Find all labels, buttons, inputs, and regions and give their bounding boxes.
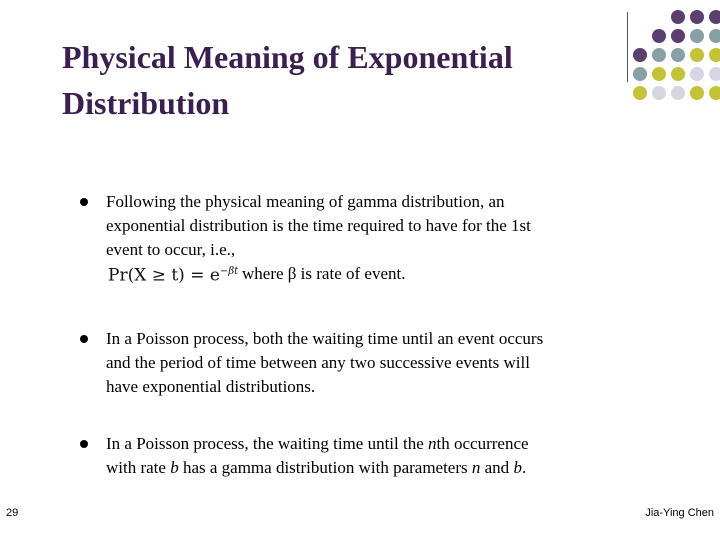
decorative-dot [709,67,720,81]
text-run: has a gamma distribution with parameters [178,458,472,477]
decorative-dot [690,86,704,100]
decorative-dot [690,48,704,62]
bullet-line: exponential distribution is the time required to have for the 1st [106,216,531,235]
bullet-line: have exponential distributions. [106,377,316,396]
decorative-dot [652,48,666,62]
formula-exponent: −βt [219,266,239,277]
formula-lhs: Pr(X ≥ t) = e [108,265,220,286]
text-run: In a Poisson process, the waiting time until the [106,434,429,453]
bullet-line [106,432,626,456]
decorative-dot [652,86,666,100]
author-name: Jia-Ying Chen [645,507,714,519]
decorative-dot [633,86,647,100]
decorative-dot-grid [0,0,720,130]
decorative-dot [652,67,666,81]
decorative-dot [690,67,704,81]
bullet-line: and the period of time between any two successive events will [106,353,530,372]
decorative-dot [671,29,685,43]
decorative-dot [652,29,666,43]
bullet-icon [80,335,88,343]
italic-n: n [428,434,437,453]
decorative-dot [690,10,704,24]
text-run: . [521,458,527,477]
decorative-dot [709,86,720,100]
decorative-dot [709,48,720,62]
decorative-dot [633,67,647,81]
bullet-icon [80,198,88,206]
bullet-line: In a Poisson process, both the waiting time until an event occurs [106,329,544,348]
text-run: th occurrence [436,434,529,453]
decorative-dot [709,10,720,24]
bullet-line [106,456,626,480]
formula-row [106,262,626,286]
slide-title: Physical Meaning of Exponential Distribution [62,39,513,121]
bullet-line: event to occur, i.e., [106,240,236,259]
italic-b: b [513,458,522,477]
text-run: and [480,458,514,477]
bullet-line: Following the physical meaning of gamma distribution, an [106,192,505,211]
text-run: with rate [106,458,171,477]
decorative-dot [633,48,647,62]
formula-note: where β is rate of event. [242,264,406,283]
italic-b: b [170,458,179,477]
decorative-dot [690,29,704,43]
decorative-dot [709,29,720,43]
survival-formula [108,260,238,288]
bullet-icon [80,440,88,448]
decorative-dot [671,10,685,24]
decorative-dot [671,67,685,81]
decorative-dot [671,48,685,62]
page-number: 29 [6,507,19,519]
italic-n: n [471,458,481,477]
decorative-dot [671,86,685,100]
